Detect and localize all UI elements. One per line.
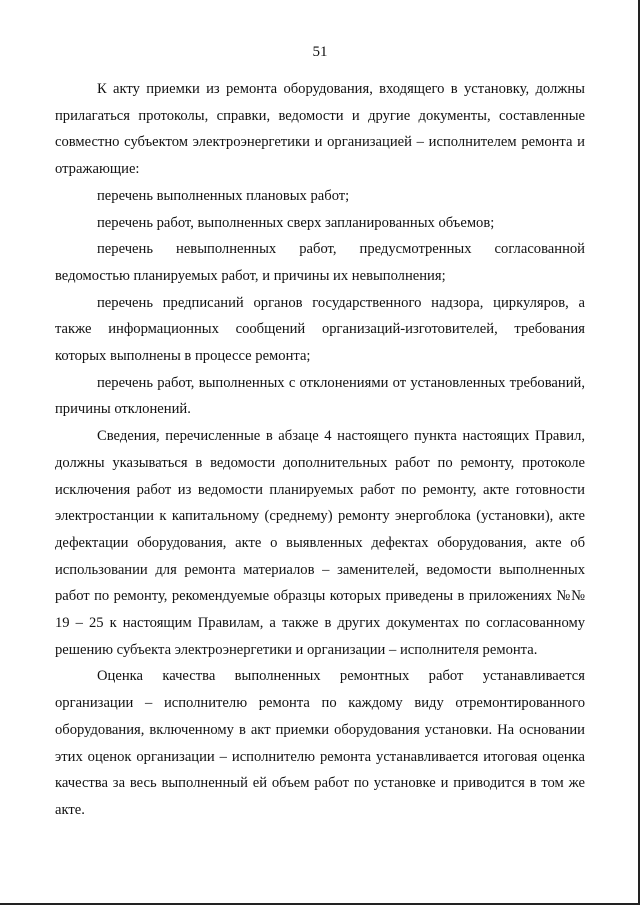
paragraph-intro: К акту приемки из ремонта оборудования, входящего в установку, должны прилагаться протоколы, справки, ведомости и другие документы, составленные совместно субъектом электроэнергетики и организацией – исполнителем ремонта и отражающие: [55,81,585,178]
paragraph-details: Сведения, перечисленные в абзаце 4 настоящего пункта настоящих Правил, должны указываться в ведомости дополнительных работ по ремонту, протоколе исключения работ из ведомости планируемых работ по ремонту, акте готовности электростанции к капитальному (среднему) ремонту энергоблока (установки), акте дефектации оборудования, акте о выявленных дефектах оборудования, акте об использовании для ремонта материалов – заменителей, ведомости выполненных работ по ремонту, рекомендуемые образцы которых приведены в приложениях №№ 19 – 25 к настоящим Правилам, а также в других документах по согласованному решению субъекта электроэнергетики и организации – исполнителя ремонта. [55,428,585,658]
list-item-planned-works: перечень выполненных плановых работ; [97,187,350,204]
list-item-regulations: перечень предписаний органов государственного надзора, циркуляров, а также информационных сообщений организаций-изготовителей, требования которых выполнены в процессе ремонта; [55,294,585,365]
list-item-unfinished-works: перечень невыполненных работ, предусмотренных согласованной ведомостью планируемых работ, и причины их невыполнения; [55,241,585,284]
list-item-extra-works: перечень работ, выполненных сверх запланированных объемов; [97,214,495,231]
paragraph-quality-assessment: Оценка качества выполненных ремонтных работ устанавливается организации – исполнителю ремонта по каждому виду отремонтированного оборудования, включенному в акт приемки оборудования установки. На основании этих оценок организации – исполнителю ремонта устанавливается итоговая оценка качества за весь выполненный ей объем работ по установке и приводится в том же акте. [55,668,585,818]
list-item-deviations: перечень работ, выполненных с отклонениями от установленных требований, причины отклонений. [55,374,585,418]
page-number: 51 [312,44,328,60]
document-body [55,76,585,824]
